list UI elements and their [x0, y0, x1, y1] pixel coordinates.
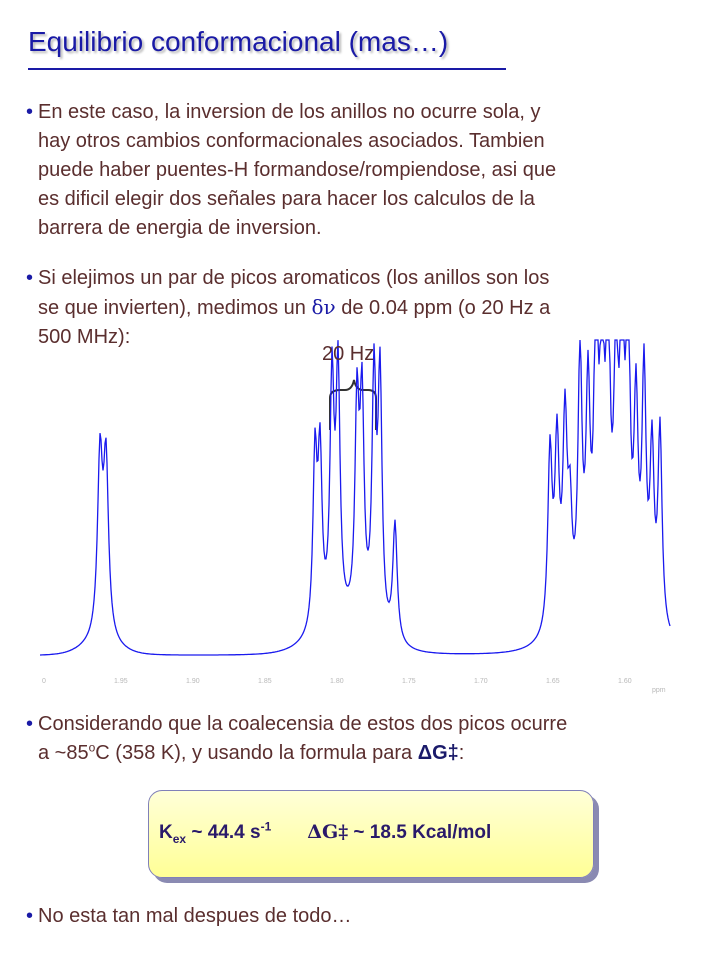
- axis-tick-label: 1.60: [618, 678, 632, 685]
- bullet-1-line-1: [26, 98, 696, 127]
- page-title: Equilibrio conformacional (mas…): [28, 26, 449, 57]
- bullet-paragraph-4: [26, 902, 696, 931]
- axis-tick-label: 1.85: [258, 678, 272, 685]
- axis-tick-label: 1.80: [330, 678, 344, 685]
- kex-label: $K_{ex}$ ~ 44.4 $s^{-1}$: [159, 819, 272, 846]
- bullet-1-line-3: puede haber puentes-H formandose/rompiendose, asi que: [38, 159, 557, 181]
- degree-sup: o: [88, 740, 96, 755]
- bullet-2-line-2: se que invierten), medimos un δν de 0.04 ppm (o 20 Hz a: [38, 295, 551, 319]
- nmr-spectrum: [40, 338, 680, 698]
- axis-tick-label: 1.90: [186, 678, 200, 685]
- bullet-dot: •: [26, 267, 34, 289]
- bullet-2-line-3: 500 MHz):: [38, 326, 131, 348]
- delta-nu-symbol: δν: [311, 295, 336, 319]
- bullet-1-line-2: hay otros cambios conformacionales asociados. Tambien: [38, 130, 545, 152]
- bullet-1-line-5: barrera de energia de inversion.: [38, 217, 322, 239]
- title-underline: [28, 68, 506, 70]
- axis-tick-label: 0: [42, 678, 46, 685]
- bullet-2-text-1: Si elejimos un par de picos aromaticos (los anillos son los: [38, 267, 550, 289]
- peak-gap-label: 20 Hz: [322, 343, 375, 365]
- result-text: [159, 821, 579, 846]
- bullet-4-text: No esta tan mal despues de todo…: [38, 905, 352, 927]
- delta-g-symbol: ΔG‡: [417, 742, 459, 764]
- bullet-paragraph-1: [26, 98, 696, 243]
- axis-unit-label: ppm: [652, 687, 666, 694]
- bullet-dot: •: [26, 101, 34, 123]
- axis-tick-label: 1.75: [402, 678, 416, 685]
- bullet-dot: •: [26, 905, 34, 927]
- delta-g-result: ΔG‡ ~ 18.5 Kcal/mol: [307, 821, 492, 843]
- ppm-axis: [42, 678, 666, 694]
- bullet-3-line-2: a ~85$^o$C (358 K), y usando la formula para ΔG‡:: [38, 740, 465, 764]
- bullet-2-line-1: [26, 264, 696, 293]
- bullet-1-line-4: es dificil elegir dos señales para hacer los calculos de la: [38, 188, 535, 210]
- result-box: [148, 790, 594, 878]
- bullet-paragraph-3: [26, 710, 696, 768]
- axis-tick-label: 1.65: [546, 678, 560, 685]
- bullet-1-text-1: En este caso, la inversion de los anillos no ocurre sola, y: [38, 101, 541, 123]
- bullet-4-line-1: [26, 902, 696, 931]
- bullet-3-line-1: [26, 710, 696, 739]
- axis-tick-label: 1.95: [114, 678, 128, 685]
- spectrum-trace: [40, 340, 670, 655]
- bullet-3-text-1: Considerando que la coalecensia de estos dos picos ocurre: [38, 713, 568, 735]
- axis-tick-label: 1.70: [474, 678, 488, 685]
- bullet-dot: •: [26, 713, 34, 735]
